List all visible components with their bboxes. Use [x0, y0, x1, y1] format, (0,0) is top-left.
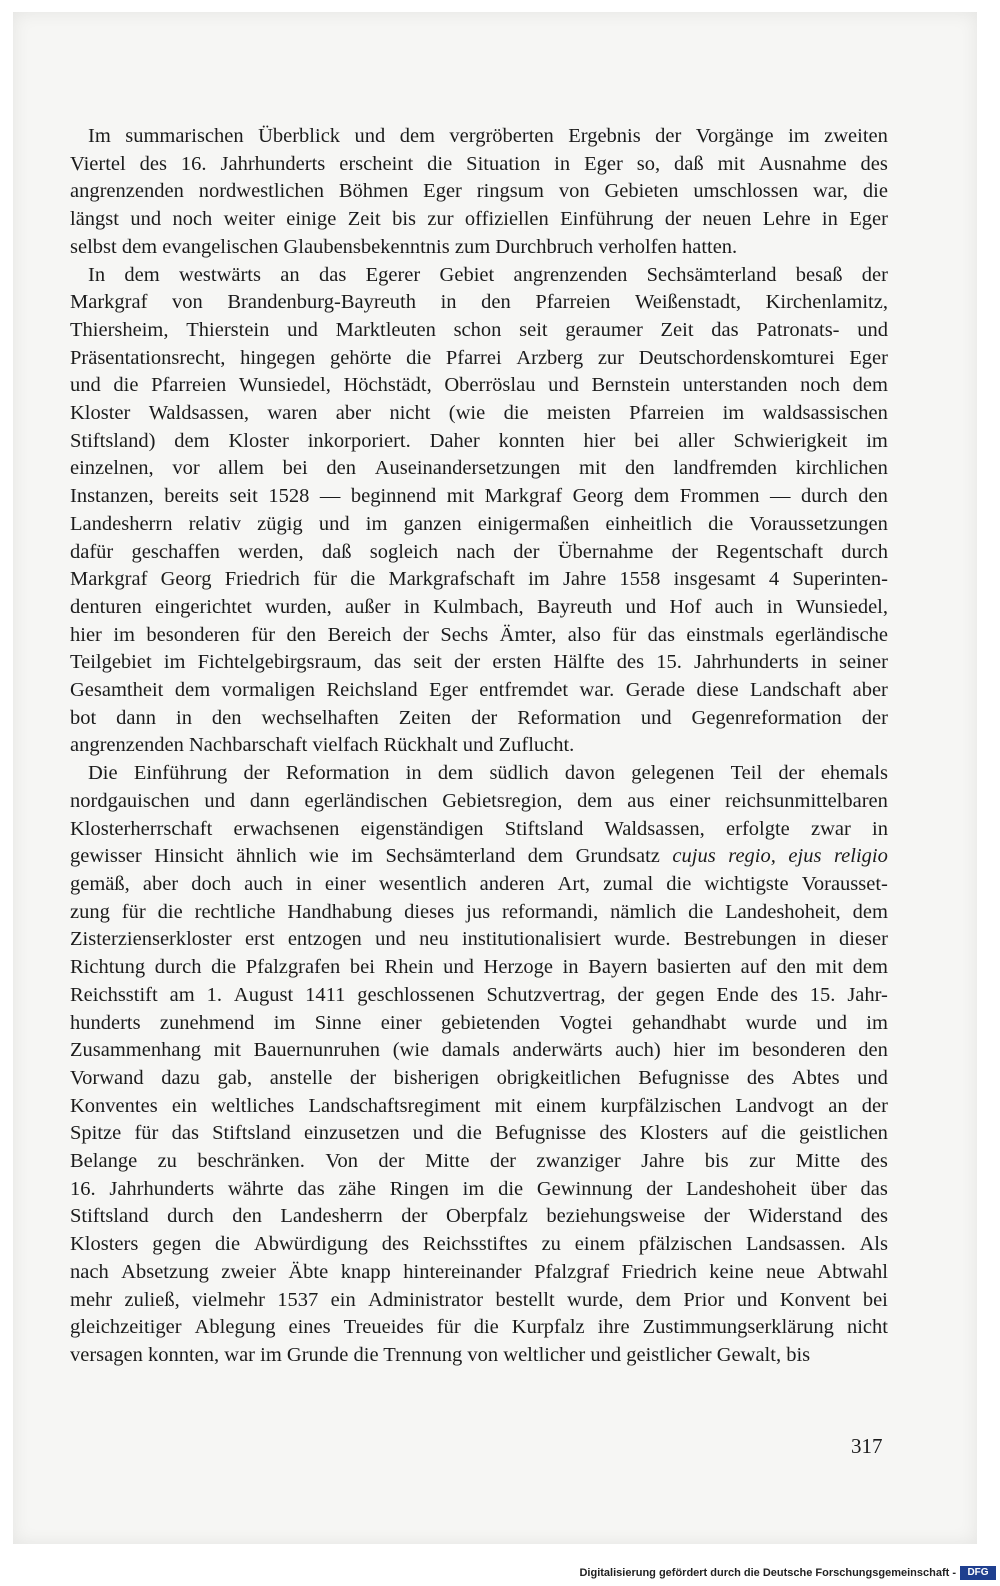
text-line: Reichsstift am 1. August 1411 geschlossenen Schutzvertrag, der gegen Ende des 15. Jahr- — [70, 983, 888, 1006]
text-line: Belange zu beschränken. Von der Mitte der zwanziger Jahre bis zur Mitte des — [70, 1150, 888, 1173]
text-line: Viertel des 16. Jahrhunderts erscheint die Situation in Eger so, daß mit Ausnahme des — [70, 152, 888, 175]
text-line: Stiftsland) dem Kloster inkorporiert. Daher konnten hier bei aller Schwierigkeit im — [70, 429, 888, 452]
text-line: bot dann in den wechselhaften Zeiten der Reformation und Gegenreformation der — [70, 706, 888, 729]
text-line: nach Absetzung zweier Äbte knapp hintereinander Pfalzgraf Friedrich keine neue Abtwahl — [70, 1260, 888, 1283]
text-line: Markgraf von Brandenburg-Bayreuth in den Pfarreien Weißenstadt, Kirchenlamitz, — [70, 291, 888, 314]
funding-footer — [579, 1566, 996, 1580]
text-line: Zusammenhang mit Bauernunruhen (wie damals anderwärts auch) hier im besonderen den — [70, 1039, 888, 1062]
text-line: gemäß, aber doch auch in einer wesentlich anderen Art, zumal die wichtigste Vorausset- — [70, 872, 888, 895]
text-line: Stiftsland durch den Landesherrn der Oberpfalz beziehungsweise der Widerstand des — [70, 1205, 888, 1228]
text-line: Im summarischen Überblick und dem vergröberten Ergebnis der Vorgänge im zweiten — [88, 125, 888, 147]
text-line: Zisterzienserkloster erst entzogen und neu institutionalisiert wurde. Bestrebungen in dieser — [70, 928, 888, 951]
text-line: versagen konnten, war im Grunde die Trennung von weltlicher und geistlicher Gewalt, bis — [70, 1343, 811, 1366]
text-line: Vorwand dazu gab, anstelle der bisherigen obrigkeitlichen Befugnisse des Abtes und — [70, 1066, 888, 1089]
text-line: dafür geschaffen werden, daß sogleich nach der Übernahme der Regentschaft durch — [70, 540, 888, 563]
text-line: 16. Jahrhunderts währte das zähe Ringen im die Gewinnung der Landeshoheit über das — [70, 1177, 888, 1200]
page-number: 317 — [851, 1434, 883, 1458]
text-line: Markgraf Georg Friedrich für die Markgrafschaft im Jahre 1558 insgesamt 4 Superinten- — [70, 568, 888, 591]
text-line: nordgauischen und dann egerländischen Gebietsregion, dem aus einer reichsunmittelbaren — [70, 789, 888, 812]
text-line: hunderts zunehmend im Sinne einer gebietenden Vogtei gehandhabt wurde und im — [70, 1011, 888, 1034]
text-line: angrenzenden Nachbarschaft vielfach Rückhalt und Zuflucht. — [70, 734, 575, 757]
text-line: Kloster Waldsassen, waren aber nicht (wie die meisten Pfarreien im waldsassischen — [70, 402, 888, 425]
text-line: Instanzen, bereits seit 1528 — beginnend mit Markgraf Georg dem Frommen — durch den — [70, 485, 888, 508]
text-line: angrenzenden nordwestlichen Böhmen Eger ringsum von Gebieten umschlossen war, die — [70, 180, 888, 203]
text-line: Präsentationsrecht, hingegen gehörte die Pfarrei Arzberg zur Deutschordenskomturei Eger — [70, 346, 888, 369]
text-line: denturen eingerichtet wurden, außer in Kulmbach, Bayreuth und Hof auch in Wunsiedel, — [70, 595, 888, 618]
text-line: zung für die rechtliche Handhabung dieses jus reformandi, nämlich die Landeshoheit, dem — [70, 900, 888, 923]
text-line: längst und noch weiter einige Zeit bis zur offiziellen Einführung der neuen Lehre in Eger — [70, 208, 888, 231]
text-line: einzelnen, vor allem bei den Auseinandersetzungen mit den landfremden kirchlichen — [70, 457, 888, 480]
text-line: In dem westwärts an das Egerer Gebiet angrenzenden Sechsämterland besaß der — [88, 263, 888, 286]
text-line: Richtung durch die Pfalzgrafen bei Rhein und Herzoge in Bayern basierten auf den mit dem — [70, 956, 888, 979]
text-line: Landesherrn relativ zügig und im ganzen einigermaßen einheitlich die Voraussetzungen — [70, 512, 888, 535]
text-line: Spitze für das Stiftsland einzusetzen und die Befugnisse des Klosters auf die geistlichen — [70, 1122, 888, 1145]
text-line: Teilgebiet im Fichtelgebirgsraum, das seit der ersten Hälfte des 15. Jahrhunderts in seiner — [70, 651, 888, 674]
dfg-logo-icon: DFG — [960, 1566, 996, 1580]
text-line: Klosterherrschaft erwachsenen eigenständigen Stiftsland Waldsassen, erfolgte zwar in — [70, 817, 888, 840]
text-line: gleichzeitiger Ablegung eines Treueides für die Kurpfalz ihre Zustimmungserklärung nicht — [70, 1316, 888, 1339]
text-line: Thiersheim, Thierstein und Marktleuten schon seit geraumer Zeit das Patronats- und — [70, 318, 888, 341]
text-line: gewisser Hinsicht ähnlich wie im Sechsämterland dem Grundsatz cujus regio, ejus religio — [70, 845, 888, 868]
text-line: hier im besonderen für den Bereich der Sechs Ämter, also für das einstmals egerländische — [70, 623, 888, 646]
text-line: Klosters gegen die Abwürdigung des Reichsstiftes zu einem pfälzischen Landsassen. Als — [70, 1233, 888, 1256]
text-line: Die Einführung der Reformation in dem südlich davon gelegenen Teil der ehemals — [88, 762, 888, 785]
text-line: Gesamtheit dem vormaligen Reichsland Eger entfremdet war. Gerade diese Landschaft aber — [70, 679, 888, 702]
text-line: selbst dem evangelischen Glaubensbekenntnis zum Durchbruch verholfen hatten. — [70, 235, 738, 258]
footer-text: Digitalisierung gefördert durch die Deutsche Forschungsgemeinschaft - — [579, 1567, 956, 1579]
body-text — [70, 123, 888, 1370]
text-line: Konventes ein weltliches Landschaftsregiment mit einem kurpfälzischen Landvogt an der — [70, 1094, 888, 1117]
text-line: mehr zuließ, vielmehr 1537 ein Administrator bestellt wurde, dem Prior und Konvent bei — [70, 1288, 888, 1311]
text-line: und die Pfarreien Wunsiedel, Höchstädt, Oberröslau und Bernstein unterstanden noch dem — [70, 374, 888, 397]
